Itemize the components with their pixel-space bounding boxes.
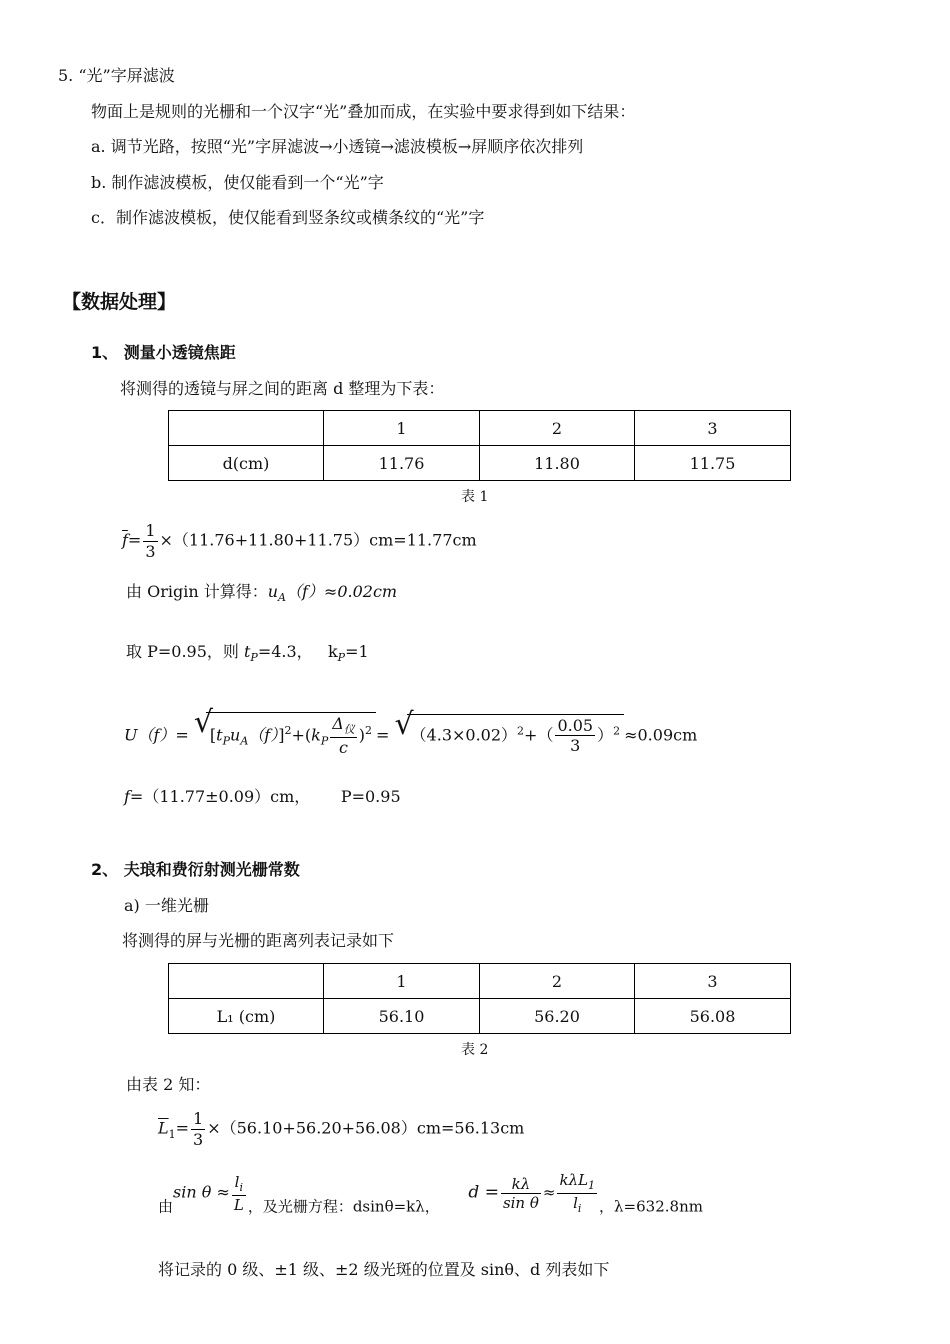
table-cell: 1	[324, 411, 480, 446]
table-1-caption: 表 1	[461, 489, 489, 505]
klambda-over-sin-fraction	[501, 1176, 541, 1212]
uncertainty-result: ≈0.09cm	[624, 725, 698, 745]
table-cell: 11.80	[480, 446, 635, 481]
kp-symbol: k	[311, 725, 321, 745]
fraction-numerator: 1	[193, 1109, 204, 1128]
li-symbol: l	[234, 1172, 240, 1191]
square-exp: 2	[284, 724, 292, 738]
table-row	[169, 411, 791, 446]
fraction	[191, 1110, 205, 1148]
mean-f-formula: $\overline{f}=$ $\frac{1}{3}$ ×（11.76+11.80+11.75）cm=11.77cm	[122, 521, 477, 561]
sqrt-1: √ $[t_Pu_A(f)]^2+(k_P$ $\frac{\Delta_仪}{c}$ )$^2$	[206, 712, 376, 757]
sqrt-2: √ $(4.3\times 0.02)^2+$（ $\frac{0.05}{3}$ ）$^2$	[407, 714, 625, 755]
inner-close: ）	[597, 725, 614, 745]
part2-sub-a: a) 一维光栅	[124, 896, 209, 915]
t-sub: P	[250, 651, 258, 665]
origin-line	[126, 584, 397, 603]
tp-line	[126, 644, 369, 663]
klambdal-over-li-fraction	[557, 1172, 597, 1215]
part2-heading: 2、 夫琅和费衍射测光栅常数	[91, 860, 300, 879]
delta-sub: 仪	[343, 723, 355, 737]
fraction	[143, 522, 157, 560]
table-2-caption: 表 2	[461, 1042, 489, 1058]
section5-item-b: b. 制作滤波模板，使仅能看到一个“光”字	[91, 173, 384, 192]
table-row	[169, 964, 791, 999]
uncertainty-formula	[124, 712, 697, 757]
final-f-line	[124, 789, 401, 805]
fraction-numerator: 1	[145, 521, 156, 540]
table-cell: d(cm)	[169, 446, 324, 481]
equals: =	[376, 725, 390, 745]
table-cell: 2	[480, 411, 635, 446]
u-f-lhs: U（f）=	[124, 725, 189, 745]
part1-intro: 将测得的透镜与屏之间的距离 d 整理为下表：	[120, 379, 445, 398]
fraction-2	[555, 717, 595, 755]
table-cell: 56.08	[635, 999, 791, 1034]
d-eq: d =	[468, 1182, 499, 1203]
klambdal: kλL	[559, 1171, 589, 1189]
mean-l1-formula: $\overline{L}_1=$ $\frac{1}{3}$ ×（56.10+56.20+56.08）cm=56.13cm	[158, 1109, 525, 1149]
table-cell: 2	[480, 964, 635, 999]
ua-sub: A	[240, 734, 249, 748]
klambdal-sub: 1	[588, 1179, 596, 1192]
final-p: P=0.95	[340, 787, 401, 806]
l-bar-symbol: $\overline{L}$	[158, 1118, 169, 1138]
lambda-value: ，λ=632.8nm	[599, 1197, 703, 1216]
ua-symbol: u	[230, 725, 241, 745]
table-cell: 1	[324, 964, 480, 999]
fraction-2-num: 0.05	[557, 715, 594, 735]
fraction-denominator: 3	[145, 541, 156, 561]
table-cell	[169, 411, 324, 446]
k-value: =1	[345, 642, 369, 661]
you-text: 由	[158, 1197, 174, 1216]
from-table-2: 由表 2 知：	[126, 1075, 211, 1094]
delta-symbol: Δ	[332, 714, 344, 733]
section5-intro: 物面上是规则的光栅和一个汉字“光”叠加而成，在实验中要求得到如下结果：	[91, 102, 636, 121]
mean-f-rest: ×（11.76+11.80+11.75）cm=11.77cm	[159, 530, 477, 550]
table-cell: 56.20	[480, 999, 635, 1034]
fraction-2-den: 3	[570, 736, 581, 756]
li-over-l-fraction	[232, 1174, 246, 1214]
final-f-value: =（11.77±0.09）cm，	[129, 787, 311, 806]
tp-text: 取 P=0.95，则	[126, 642, 244, 661]
table-cell: 56.10	[324, 999, 480, 1034]
klambda: kλ	[501, 1176, 541, 1195]
t-symbol: t	[243, 642, 251, 661]
l-symbol: L	[233, 1195, 244, 1214]
l-bar-sub: 1	[168, 1127, 176, 1141]
k-sub: P	[337, 651, 346, 665]
sin-theta: sin θ ≈	[173, 1182, 230, 1202]
tp-symbol: t	[216, 725, 223, 745]
sin-theta-den: sin θ	[502, 1194, 539, 1213]
data-processing-title: 【数据处理】	[62, 291, 177, 313]
li-sub: i	[239, 1180, 244, 1194]
table-row	[169, 999, 791, 1034]
record-text: 将记录的 0 级、±1 级、±2 级光斑的位置及 sinθ、d 列表如下	[158, 1260, 610, 1279]
table-cell: L₁ (cm)	[169, 999, 324, 1034]
grating-eq-text: ，及光栅方程：dsinθ=kλ，	[247, 1197, 440, 1216]
table-2	[168, 963, 791, 1034]
approx: ≈	[542, 1183, 556, 1202]
tp-sub: P	[222, 734, 231, 748]
table-cell: 11.76	[324, 446, 480, 481]
origin-rest: （f）≈0.02cm	[286, 582, 398, 601]
u-sub: A	[278, 591, 286, 605]
delta-fraction	[330, 715, 357, 757]
inner-plus: +（	[524, 725, 554, 745]
mean-l1-rest: ×（56.10+56.20+56.08）cm=56.13cm	[207, 1118, 525, 1138]
delta-den: c	[339, 738, 348, 758]
paren-f: （f）	[248, 725, 279, 745]
inner-term-1: （4.3×0.02）	[410, 725, 518, 745]
k-symbol: k	[327, 642, 338, 661]
table-1	[168, 410, 791, 481]
li2-symbol: l	[573, 1194, 578, 1213]
table-cell: 3	[635, 964, 791, 999]
li2-sub: i	[577, 1202, 582, 1216]
section5-heading: 5. “光”字屏滤波	[58, 66, 175, 85]
table-cell: 11.75	[635, 446, 791, 481]
plus: +	[291, 725, 305, 745]
section5-item-a: a. 调节光路，按照“光”字屏滤波→小透镜→滤波模板→屏顺序依次排列	[91, 137, 584, 156]
sin-theta-line	[158, 1172, 703, 1216]
kp-sub: P	[320, 734, 329, 748]
table-cell: 3	[635, 411, 791, 446]
part2-intro: 将测得的屏与光栅的距离列表记录如下	[122, 931, 395, 950]
f-bar-symbol: $\overline{f}$	[122, 530, 128, 550]
u-symbol: u	[267, 582, 279, 601]
table-cell	[169, 964, 324, 999]
section5-item-c: c．制作滤波模板，使仅能看到竖条纹或横条纹的“光”字	[91, 208, 485, 227]
table-row	[169, 446, 791, 481]
fraction-denominator: 3	[193, 1129, 204, 1149]
f-symbol: f	[124, 787, 130, 806]
part1-heading: 1、 测量小透镜焦距	[91, 343, 236, 362]
t-value: =4.3，	[257, 642, 313, 661]
origin-text: 由 Origin 计算得：	[126, 582, 268, 601]
